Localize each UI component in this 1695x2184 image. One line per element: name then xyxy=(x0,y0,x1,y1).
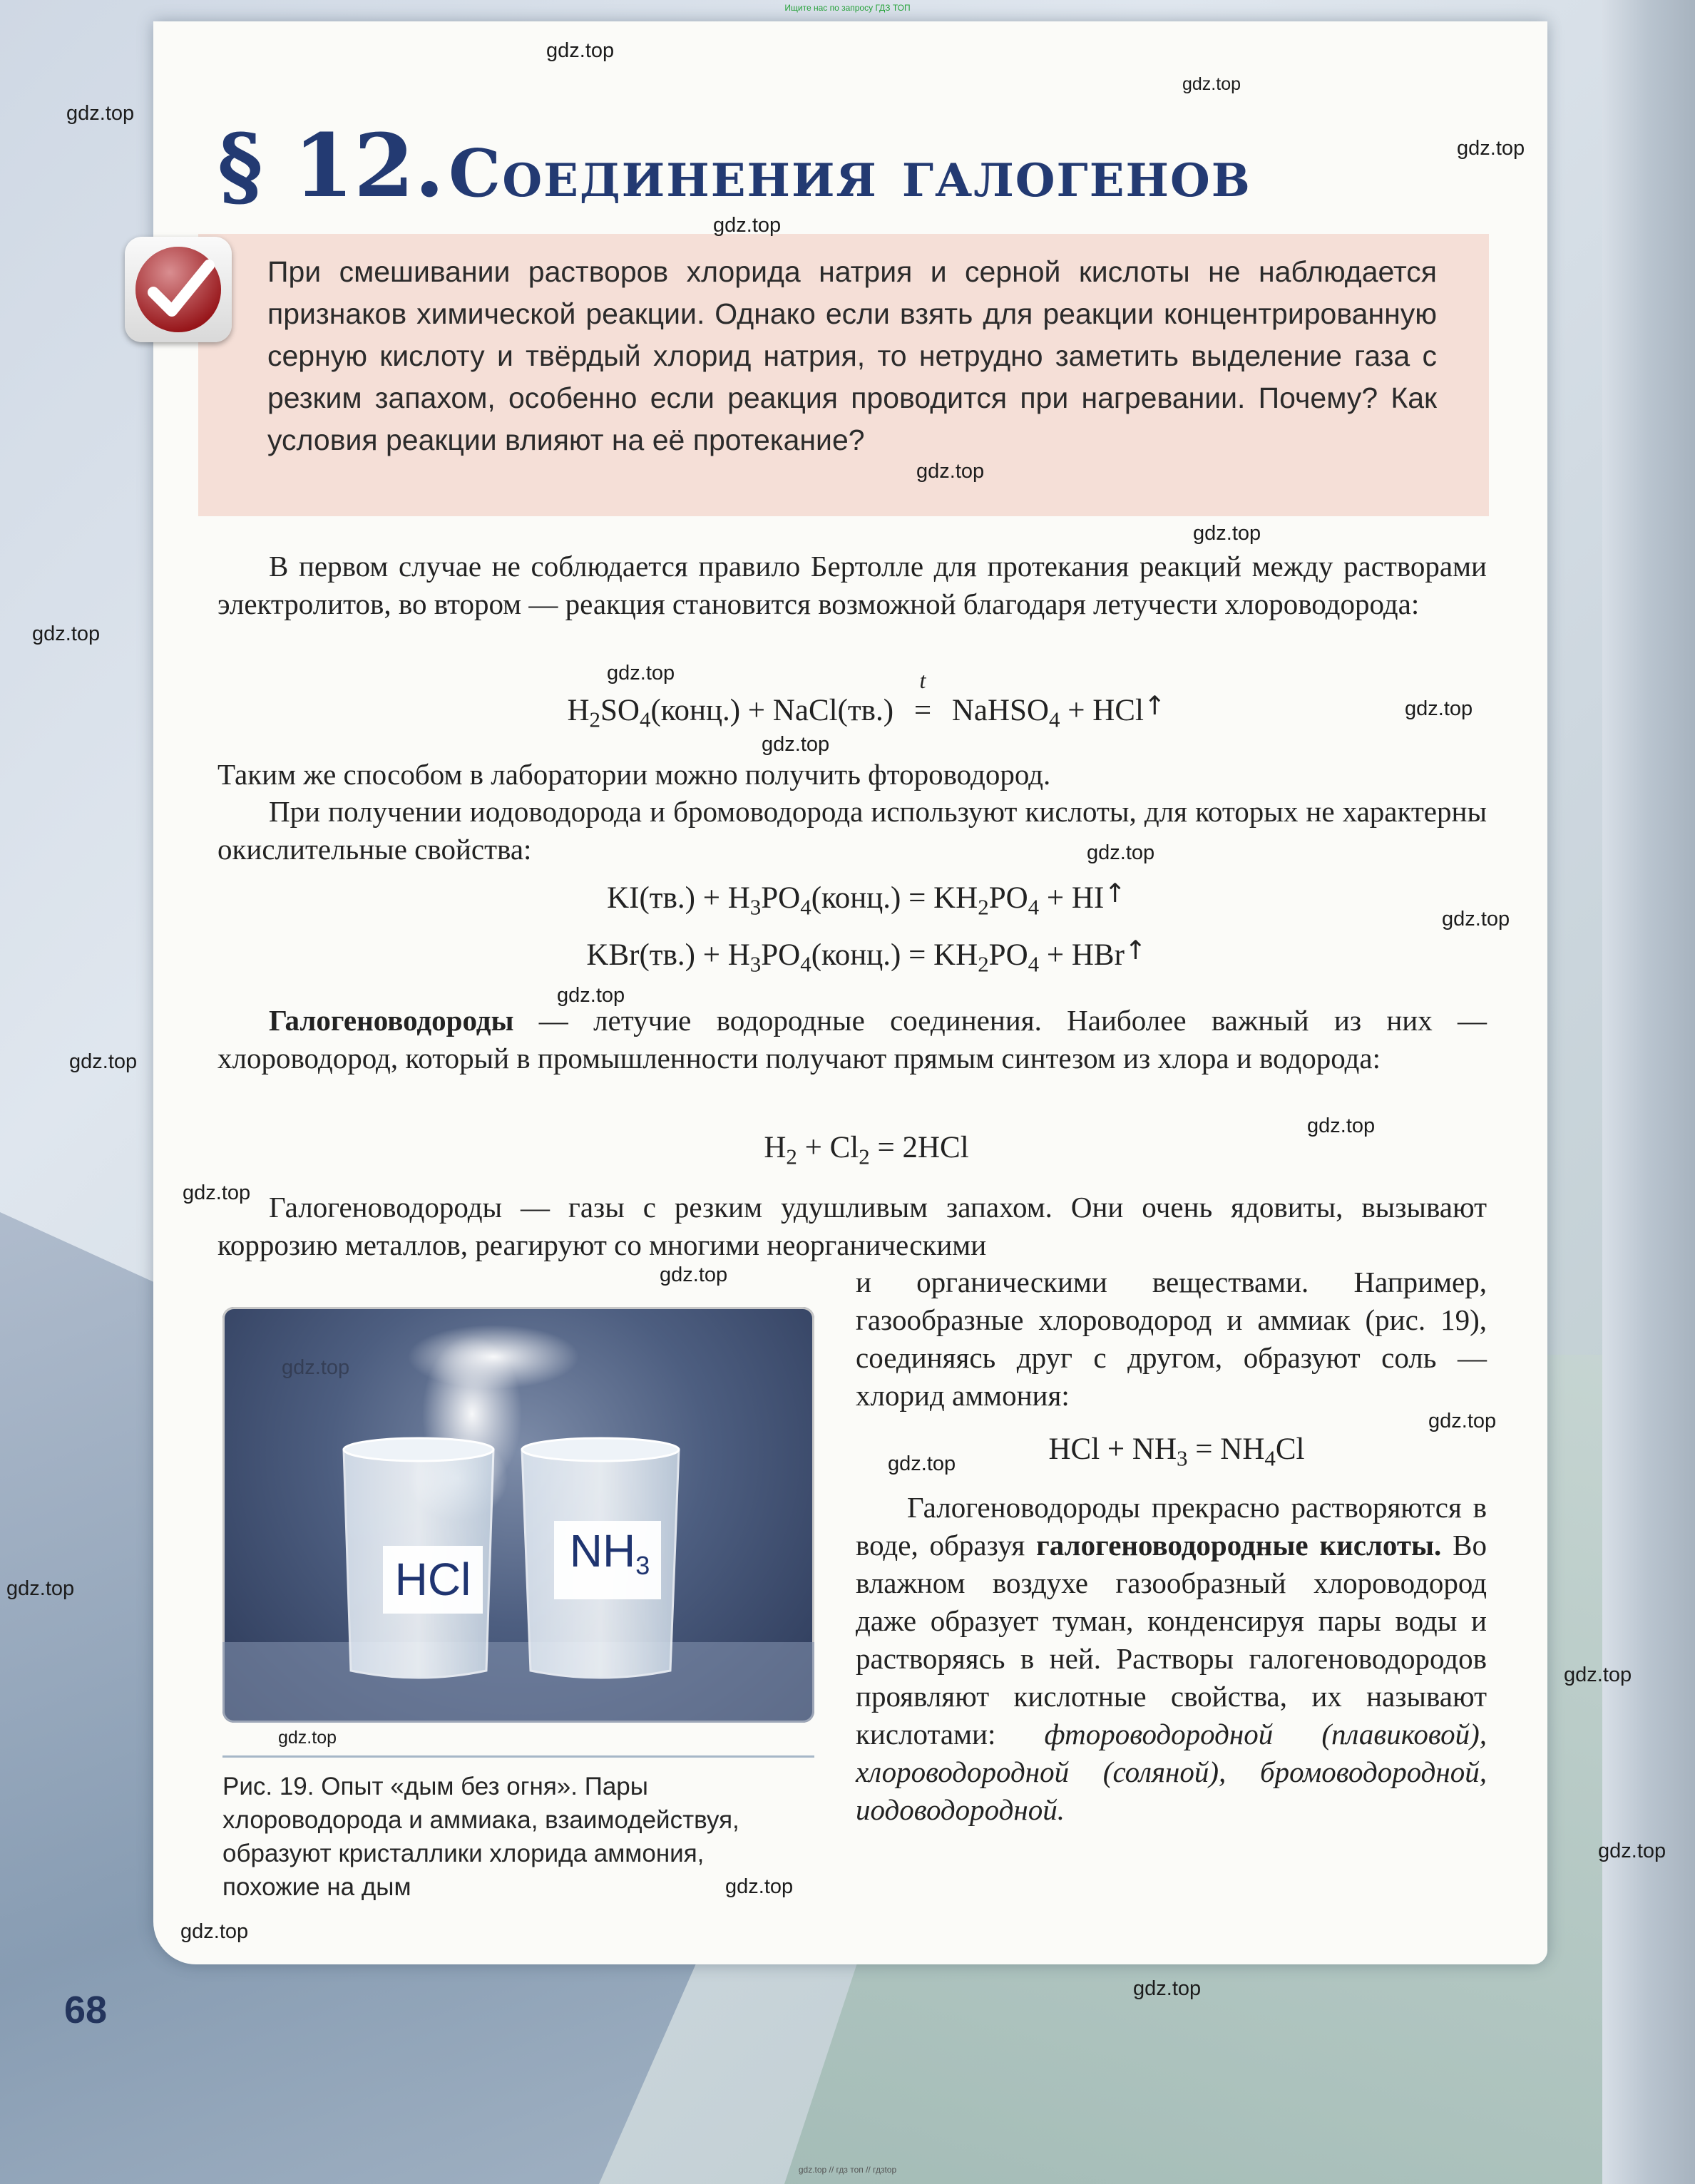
condition-t: t xyxy=(919,667,926,693)
watermark: gdz.top xyxy=(1307,1114,1376,1137)
red-checkmark-icon xyxy=(125,237,232,342)
watermark: gdz.top xyxy=(180,1920,249,1943)
equation-h2-cl2: $H_2 + Cl_2 = 2HCl$ xyxy=(764,1131,969,1169)
watermark: gdz.top xyxy=(1598,1840,1666,1862)
hcl-label: HCl xyxy=(394,1554,471,1605)
watermark: gdz.top xyxy=(660,1263,728,1286)
section-number: § 12. xyxy=(217,114,445,217)
watermark: gdz.top xyxy=(69,1050,138,1073)
equation-h2so4-nacl: $H_2SO_4(конц.)$ + NaCl(тв.) t = NaHSO$_4$ + HCl↑ xyxy=(567,667,1166,732)
section-title xyxy=(217,114,1473,217)
watermark: gdz.top xyxy=(607,662,675,685)
watermark: gdz.top xyxy=(1087,841,1155,864)
gas-arrow: ↑ xyxy=(1104,878,1126,908)
watermark: gdz.top xyxy=(762,733,830,756)
watermark: gdz.top xyxy=(725,1875,794,1898)
term-halogen-hydrides: Галогеноводороды xyxy=(269,1004,514,1037)
paragraph-6 xyxy=(856,1489,1487,1829)
paragraph-6-middle: Во влажном воздухе газообразный хлороводород даже образует туман, конденсируя пары воды и растворяясь в ней. Растворы галогеноводородов проявляют кислотные свойства, их называют кислотами: xyxy=(856,1529,1487,1750)
nh3-label: $NH_3$ xyxy=(569,1525,650,1580)
equation-ki: $KI(тв.) + H_3PO_4(конц.) = KH_2PO_4$ + HI↑ xyxy=(607,878,1126,920)
paragraph-2: Таким же способом в лаборатории можно получить фтороводород. xyxy=(217,758,1051,791)
watermark: gdz.top xyxy=(1133,1977,1202,2000)
paragraph-5-side: и органическими веществами. Например, газообразные хлороводород и аммиак (рис. 19), соединяясь друг с другом, образуют соль — хлорид аммония: xyxy=(856,1266,1487,1412)
top-note: Ищите нас по запросу ГДЗ ТОП xyxy=(784,3,911,13)
watermark: gdz.top xyxy=(6,1577,75,1600)
watermark: gdz.top xyxy=(546,39,615,62)
watermark: gdz.top xyxy=(1182,74,1241,94)
watermark: gdz.top xyxy=(713,214,782,237)
page-number: 68 xyxy=(64,1989,108,2031)
watermark: gdz.top xyxy=(1428,1410,1497,1432)
watermark: gdz.top xyxy=(278,1728,337,1748)
watermark: gdz.top xyxy=(1564,1663,1632,1686)
figure-caption: Рис. 19. Опыт «дым без огня». Пары хлороводорода и аммиака, взаимодействуя, образуют кристаллики хлорида аммония, похожие на дым xyxy=(222,1773,739,1901)
paragraph-4 xyxy=(217,1002,1487,1077)
watermark: gdz.top xyxy=(557,984,625,1007)
intro-question: При смешивании растворов хлорида натрия и серной кислоты не наблюдается признаков химической реакции. Однако если взять для реакции концентрированную серную кислоту и твёрдый хлорид натрия, то нетрудно заметить выделение газа с резким запахом, особенно если реакция проводится при нагревании. Почему? Как условия реакции влияют на её протекание? xyxy=(267,255,1437,456)
watermark: gdz.top xyxy=(282,1356,350,1379)
paragraph-6-start: Галогеноводороды прекрасно растворяются в воде, образуя xyxy=(856,1491,1487,1562)
equation-hcl-nh3: HCl + $NH_3 = NH_4Cl$ xyxy=(1048,1432,1305,1471)
paragraph-1: В первом случае не соблюдается правило Бертолле для протекания реакций между растворами электролитов, во втором — реакция становится возможной благодаря летучести хлороводорода: xyxy=(217,550,1487,620)
paragraph-5-top: Галогеноводороды — газы с резким удушливым запахом. Они очень ядовиты, вызывают коррозию металлов, реагируют со многими неорганическими xyxy=(217,1191,1487,1261)
watermark: gdz.top xyxy=(1457,137,1525,160)
watermark: gdz.top xyxy=(32,622,101,645)
paragraph-4-text: — летучие водородные соединения. Наиболее важный из них — хлороводород, который в промышленности получают прямым синтезом из хлора и водорода: xyxy=(217,1004,1487,1075)
paragraph-3: При получении иодоводорода и бромоводорода используют кислоты, для которых не характерны окислительные свойства: xyxy=(217,795,1487,866)
acid-names: фтороводородной (плавиковой), хлороводородной (соляной), бромоводородной, иодоводородной. xyxy=(856,1718,1487,1826)
caption-divider xyxy=(222,1755,814,1758)
watermark: gdz.top xyxy=(916,460,985,483)
equation-kbr: $KBr(тв.) + H_3PO_4(конц.) = KH_2PO_4$ + HBr↑ xyxy=(586,935,1147,977)
gas-arrow: ↑ xyxy=(1124,935,1147,965)
watermark: gdz.top xyxy=(66,102,135,125)
section-title-text: Соединения галогенов xyxy=(449,135,1251,212)
watermark: gdz.top xyxy=(888,1452,956,1475)
watermark: gdz.top xyxy=(183,1181,251,1204)
watermark: gdz.top xyxy=(1442,908,1510,930)
bottom-note: gdz.top // гдз топ // гдзtop xyxy=(798,2165,897,2175)
watermark: gdz.top xyxy=(1193,522,1261,545)
gas-arrow: ↑ xyxy=(1143,690,1166,721)
term-halogen-acids: галогеноводородные кислоты. xyxy=(1036,1529,1442,1562)
watermark: gdz.top xyxy=(1405,697,1473,720)
